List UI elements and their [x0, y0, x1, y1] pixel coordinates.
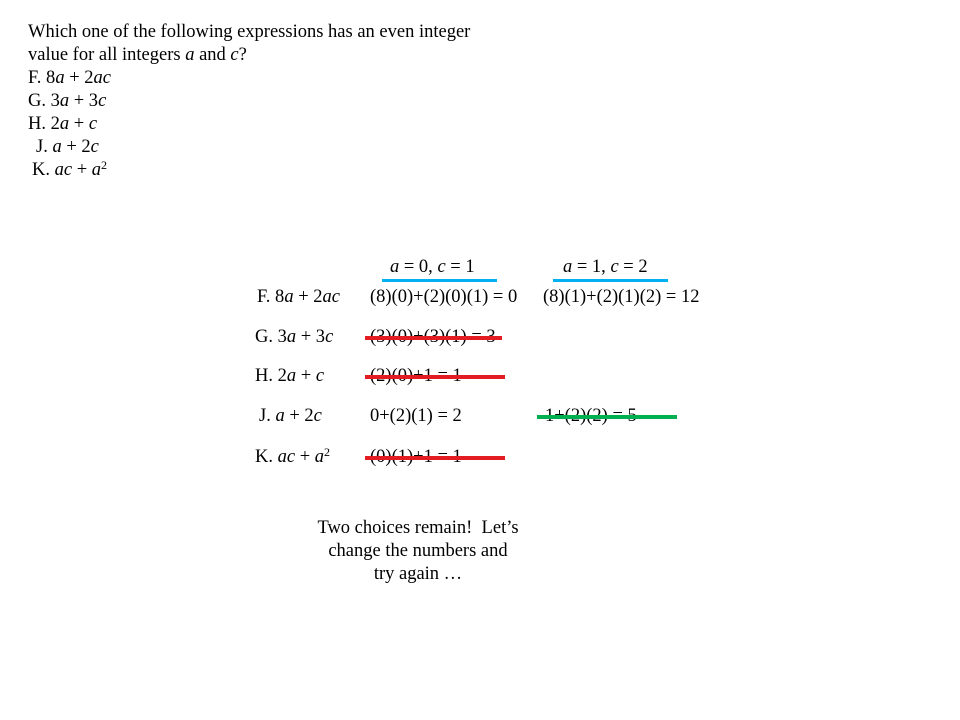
variable: a [563, 257, 573, 277]
text-run: + 3 [69, 91, 99, 111]
variable: c [230, 45, 239, 65]
variable: a [59, 91, 70, 111]
row-label-g [255, 326, 333, 349]
variable: ac [54, 160, 73, 180]
conclusion-line: change the numbers and [328, 541, 508, 561]
variable: c [90, 137, 99, 157]
text-run: = 1, [572, 257, 611, 277]
cross-out-line-h [365, 375, 505, 379]
text-run: = 2 [618, 257, 648, 277]
text-run: and [194, 45, 231, 65]
exponent: 2 [324, 445, 331, 459]
text-run: + 2 [61, 137, 91, 157]
question-prompt-line [28, 21, 470, 44]
text-run: + 3 [296, 327, 326, 347]
variable: a [390, 257, 400, 277]
text-run: F. 8 [257, 287, 285, 307]
variable: c [437, 257, 446, 277]
variable: a [91, 160, 102, 180]
answer-choice-h [28, 113, 470, 136]
text-run: H. 2 [255, 366, 287, 386]
variable: c [88, 114, 98, 134]
test-case-heading-1 [390, 256, 475, 279]
text-run: K. [255, 447, 278, 467]
conclusion-line: Two choices remain! Let’s [317, 518, 519, 538]
cross-out-line-j [537, 415, 677, 419]
text-run: + 2 [284, 406, 314, 426]
result-f-case-1: (8)(0)+(2)(0)(1) = 0 [370, 287, 518, 307]
variable: c [610, 257, 619, 277]
variable: a [284, 287, 294, 307]
text-run: + [69, 114, 89, 134]
work-row-f [0, 286, 960, 309]
text-run: K. [32, 160, 55, 180]
answer-choice-j [28, 136, 470, 159]
variable: a [275, 406, 285, 426]
variable: ac [322, 287, 340, 307]
row-label-f [257, 286, 340, 309]
text-run: + 2 [64, 68, 94, 88]
row-label-h [255, 365, 324, 388]
text-run: + [296, 366, 316, 386]
question-prompt-line [28, 44, 470, 67]
variable: a [52, 137, 62, 157]
row-label-j [259, 405, 322, 428]
cross-out-line-k [365, 456, 505, 460]
variable: a [286, 366, 297, 386]
work-row-j [0, 405, 960, 428]
text-run: = 1 [445, 257, 475, 277]
text-run: Which one of the following expressions has an even integer [28, 22, 471, 42]
row-label-k [255, 446, 330, 469]
text-run: J. [36, 137, 53, 157]
text-run: G. 3 [255, 327, 287, 347]
conclusion-note [298, 517, 538, 586]
result-j-case-1: 0+(2)(1) = 2 [370, 406, 462, 426]
variable: c [98, 91, 107, 111]
variable: ac [93, 68, 111, 88]
work-row-h [0, 365, 960, 388]
variable: c [325, 327, 334, 347]
answer-choice-k [28, 159, 470, 182]
variable: a [185, 45, 195, 65]
answer-choice-g [28, 90, 470, 113]
text-run: F. 8 [28, 68, 56, 88]
text-run: H. 2 [28, 114, 60, 134]
text-run: J. [259, 406, 276, 426]
test-case-heading-2 [563, 256, 648, 279]
question-block [28, 21, 470, 182]
text-run: ? [238, 45, 247, 65]
test-case-underline-1 [382, 279, 497, 282]
text-run: = 0, [399, 257, 438, 277]
cross-out-line-g [365, 336, 502, 340]
variable: a [286, 327, 297, 347]
text-run: + [295, 447, 315, 467]
text-run: + [72, 160, 92, 180]
variable: a [314, 447, 325, 467]
text-run: G. 3 [28, 91, 60, 111]
result-f-case-2: (8)(1)+(2)(1)(2) = 12 [543, 287, 700, 307]
exponent: 2 [101, 158, 108, 172]
conclusion-line: try again … [373, 564, 463, 584]
work-row-g [0, 326, 960, 349]
answer-choice-f [28, 67, 470, 90]
variable: c [313, 406, 322, 426]
variable: a [55, 68, 65, 88]
work-row-k [0, 446, 960, 469]
test-case-underline-2 [553, 279, 668, 282]
variable: a [59, 114, 70, 134]
text-run: value for all integers [28, 45, 186, 65]
text-run: + 2 [293, 287, 323, 307]
variable: ac [277, 447, 296, 467]
variable: c [315, 366, 325, 386]
